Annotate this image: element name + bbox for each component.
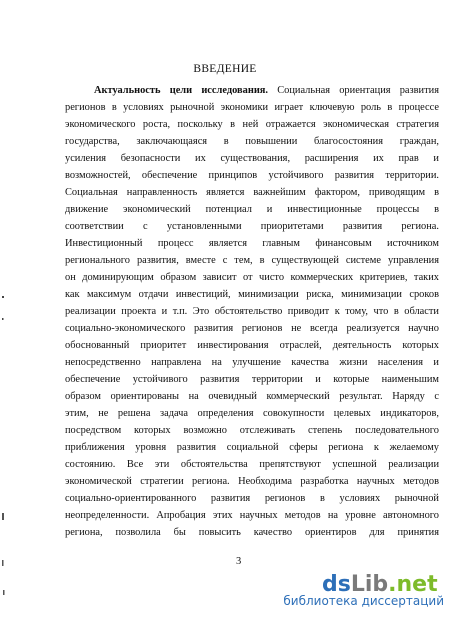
dslib-logo bbox=[322, 570, 442, 596]
svg-text:dsLib.net bbox=[322, 572, 438, 596]
logo-net: .net bbox=[388, 572, 438, 596]
text-line: Социальная направленность является важнейшим фактором, приводящим в bbox=[65, 187, 439, 198]
section-heading: ВВЕДЕНИЕ bbox=[193, 63, 257, 75]
text-line: образом ориентированы на очевидный коммерческий результат. Наряду с bbox=[65, 391, 439, 402]
text-line: возможностей, обеспечение принципов устойчивого развития территории. bbox=[65, 170, 439, 181]
text-line: социально-ориентированного развития регионов в условиях рыночной bbox=[65, 493, 439, 504]
text-line: Инвестиционный процесс является главным финансовым источником bbox=[65, 238, 439, 249]
text-line: обоснованный приоритет инвестирования отраслей, деятельность которых bbox=[65, 340, 439, 351]
text-line: он доминирующим образом зависит от чисто коммерческих критериев, таких bbox=[65, 272, 439, 283]
text-line: движение экономический потенциал и инвестиционные процессы в bbox=[65, 204, 439, 215]
text-line: региона, позволила бы повысить качество ориентиров для принятия bbox=[65, 527, 439, 538]
text-line: неопределенности. Апробация этих научных методов на уровне автономного bbox=[65, 510, 439, 521]
text-line: обеспечение устойчивого развития территории и которые наименьшим bbox=[65, 374, 439, 385]
text-line: как максимум отдачи инвестиций, минимизации риска, минимизации сроков bbox=[65, 289, 439, 300]
text-line: реализации проекта и т.п. Это обстоятельство приводит к тому, что в области bbox=[65, 306, 439, 317]
text-line: этим, не решена задача определения совокупности целевых индикаторов, bbox=[65, 408, 439, 419]
text-line: регионального развития, вместе с тем, в существующей системе управления bbox=[65, 255, 439, 266]
text-line: регионов в условиях рыночной экономики играет ключевую роль в процессе bbox=[65, 102, 439, 113]
scan-margin-marks bbox=[0, 0, 12, 620]
text-line: усиления безопасности их существования, расширения их прав и bbox=[65, 153, 439, 164]
text-line: соответствии с установленными приоритетами развития региона. bbox=[65, 221, 439, 232]
logo-ds: ds bbox=[322, 572, 351, 596]
logo-lib: Lib bbox=[350, 572, 389, 596]
text-line: социально-экономического развития регионов не всегда реализуется научно bbox=[65, 323, 439, 334]
text-line: экономической стратегии региона. Необходима разработка научных методов bbox=[65, 476, 439, 487]
text-line: посредством которых возможно отслеживать степень последовательного bbox=[65, 425, 439, 436]
lead-phrase: Актуальность цели исследования. bbox=[94, 85, 269, 96]
text-line: государства, заключающаяся в повышении благосостояния граждан, bbox=[65, 136, 439, 147]
text-line: приближения уровня развития социальной сферы региона к желаемому bbox=[65, 442, 439, 453]
text-line: непосредственно направлена на улучшение качества жизни населения и bbox=[65, 357, 439, 368]
watermark-caption: библиотека диссертаций bbox=[283, 594, 444, 608]
text-line: экономического роста, поскольку в ней отражается экономическая стратегия bbox=[65, 119, 439, 130]
text-line: состоянию. Все эти обстоятельства препятствуют успешной реализации bbox=[65, 459, 439, 470]
text-line: Актуальность цели исследования. Социальная ориентация развития bbox=[94, 85, 439, 96]
page-number: 3 bbox=[236, 556, 242, 567]
